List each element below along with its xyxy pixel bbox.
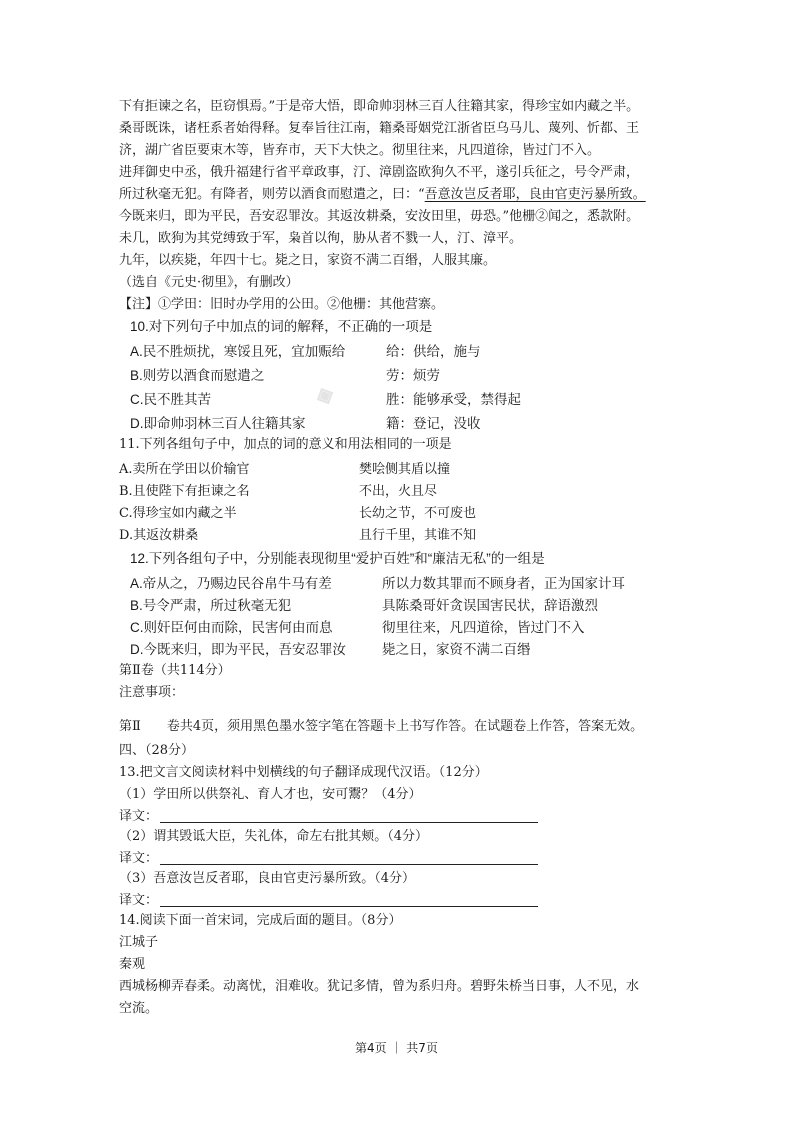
question-12-stem: 12.下列各组句子中，分别能表现彻里“爱护百姓”和“廉洁无私”的一组是 xyxy=(130,551,545,566)
part-2-instruction: 第Ⅱ 卷共4页，须用黑色墨水签字笔在答题卡上书写作答。在试题卷上作答，答案无效。 xyxy=(119,719,644,734)
q12-option-b-pair: 具陈桑哥奸贪误国害民状，辞语激烈 xyxy=(382,598,598,613)
question-13-stem: 13.把文言文阅读材料中划横线的句子翻译成现代汉语。（12分） xyxy=(119,765,488,780)
q11-option-c-pair: 长幼之节，不可废也 xyxy=(359,506,477,521)
q10-option-c: C.民不胜其苦 xyxy=(130,392,211,407)
passage-line: 济，湖广省臣要束木等，皆弃市，天下大快之。彻里往来，凡四道徐，皆过门不入。 xyxy=(119,143,601,158)
footnote: 【注】①学田：旧时办学用的公田。②他栅：其他营寨。 xyxy=(119,297,445,312)
passage-line: 未几，欧狗为其党缚致于军，枭首以徇，胁从者不戮一人，汀、漳平。 xyxy=(119,231,523,246)
q11-option-a: A.卖所在学田以价输官 xyxy=(119,462,250,477)
page-footer: 第4页 ｜ 共7页 xyxy=(355,1041,438,1055)
poem-author: 秦观 xyxy=(119,957,146,972)
q12-option-a-pair: 所以力数其罪而不顾身者，正为国家计耳 xyxy=(382,576,625,591)
q11-option-d: D.其返汝耕桑 xyxy=(119,528,199,543)
q12-option-c: C.则奸臣何由而除，民害何由而息 xyxy=(130,620,333,635)
notice-heading: 注意事项： xyxy=(119,685,185,700)
answer-line[interactable] xyxy=(160,822,538,823)
q11-option-c: C.得珍宝如内藏之半 xyxy=(119,506,237,521)
q11-option-d-pair: 且行千里，其谁不知 xyxy=(359,528,477,543)
q13-item-2: （2）谓其毁诋大臣，失礼体，命左右批其颊。（4分） xyxy=(119,829,429,844)
poem-line: 空流。 xyxy=(119,1001,159,1016)
answer-label: 译文： xyxy=(119,851,159,866)
answer-line[interactable] xyxy=(160,864,538,865)
q10-option-a: A.民不胜烦扰，寒馁且死，宜加赈给 xyxy=(130,344,346,359)
q10-option-a-gloss: 给：供给，施与 xyxy=(386,344,481,359)
q10-option-b-gloss: 劳：烦劳 xyxy=(386,368,440,383)
passage-text: 所过秋毫无犯。有降者，则劳以酒食而慰遣之，曰：“ xyxy=(119,187,425,202)
answer-label: 译文： xyxy=(119,893,159,908)
passage-line xyxy=(119,186,679,204)
q10-option-d: D.即命帅羽林三百人往籍其家 xyxy=(130,416,306,431)
answer-label: 译文： xyxy=(119,809,159,824)
poem-line: 西城杨柳弄春柔。动离忧，泪难收。犹记多情，曾为系归舟。碧野朱桥当日事，人不见，水 xyxy=(119,979,640,994)
passage-line: 进拜御史中丞，俄升福建行省平章政事，汀、漳剧盗欧狗久不平，遂引兵征之，号令严肃， xyxy=(119,165,640,180)
question-11-stem: 11.下列各组句子中，加点的词的意义和用法相同的一项是 xyxy=(119,437,452,452)
watermark-logo: ◈ xyxy=(311,379,338,410)
q10-option-d-gloss: 籍：登记，没收 xyxy=(386,416,481,431)
q12-option-a: A.帝从之，乃赐边民谷帛牛马有差 xyxy=(130,576,332,591)
passage-line: 桑哥既诛，诸枉系者始得释。复奉旨往江南，籍桑哥姻党江浙省臣乌马儿、蔑列、忻都、王 xyxy=(119,121,640,136)
question-14-stem: 14.阅读下面一首宋词，完成后面的题目。（8分） xyxy=(119,913,402,928)
q11-option-b: B.且使陛下有拒谏之名 xyxy=(119,484,250,499)
q11-option-a-pair: 樊哙侧其盾以撞 xyxy=(359,462,451,477)
q12-option-d-pair: 毙之日，家资不满二百缗 xyxy=(382,642,531,657)
source-citation: （选自《元史·彻里》，有删改） xyxy=(119,275,299,290)
passage-line: 九年，以疾毙，年四十七。毙之日，家资不满二百缗，人服其廉。 xyxy=(119,253,497,268)
q13-item-1: （1）学田所以供祭礼、育人才也，安可鬻？（4分） xyxy=(119,787,422,802)
q12-option-d: D.今既来归，即为平民，吾安忍罪汝 xyxy=(130,642,346,657)
poem-title: 江城子 xyxy=(119,935,159,950)
q10-option-b: B.则劳以酒食而慰遣之 xyxy=(130,368,265,383)
q12-option-b: B.号令严肃，所过秋毫无犯 xyxy=(130,598,292,613)
question-10-stem: 10.对下列句子中加点的词的解释，不正确的一项是 xyxy=(130,319,433,334)
passage-line: 今既来归，即为平民，吾安忍罪汝。其返汝耕桑，安汝田里，毋恐。”他栅②闻之，悉款附。 xyxy=(119,209,640,224)
section-heading: 四、（28分） xyxy=(119,743,195,758)
q13-item-3: （3）吾意汝岂反者耶，良由官吏污暴所致。（4分） xyxy=(119,871,416,886)
q11-option-b-pair: 不出，火且尽 xyxy=(359,484,438,499)
passage-line: 下有拒谏之名，臣窃惧焉。”于是帝大悟，即命帅羽林三百人往籍其家，得珍宝如内藏之半。 xyxy=(119,99,640,114)
answer-line[interactable] xyxy=(160,906,538,907)
part-2-title: 第Ⅱ卷（共114分） xyxy=(119,663,231,678)
q10-option-c-gloss: 胜：能够承受，禁得起 xyxy=(386,392,521,407)
q12-option-c-pair: 彻里往来，凡四道徐，皆过门不入 xyxy=(382,620,585,635)
underlined-sentence: 吾意汝岂反者耶，良由官吏污暴所致。 xyxy=(424,187,646,202)
